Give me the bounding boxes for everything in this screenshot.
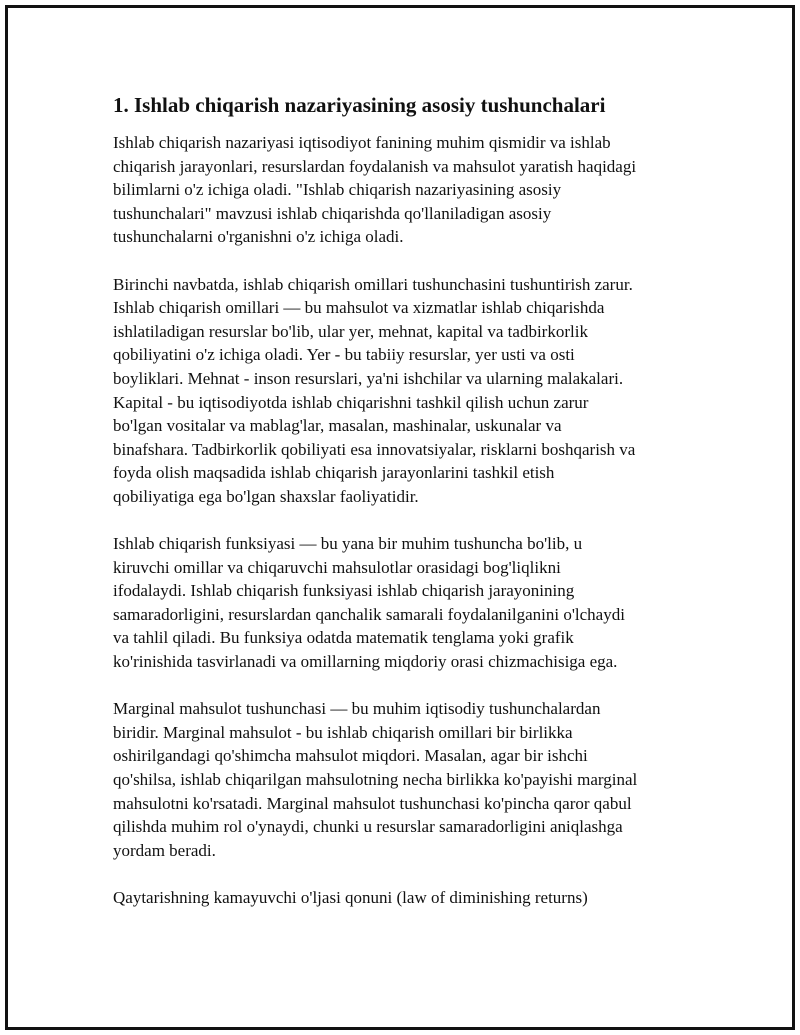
paragraph-factors	[113, 273, 693, 509]
text-line: biridir. Marginal mahsulot - bu ishlab chiqarish omillari bir birlikka	[113, 722, 573, 742]
text-line: oshirilgandagi qo'shimcha mahsulot miqdori. Masalan, agar bir ishchi	[113, 746, 588, 766]
paragraph-diminishing-returns	[113, 886, 693, 910]
paragraph-intro	[113, 131, 693, 249]
text-line: va tahlil qiladi. Bu funksiya odatda matematik tenglama yoki grafik	[113, 628, 574, 648]
text-line: qobiliyatini o'z ichiga oladi. Yer - bu tabiiy resurslar, yer usti va osti	[113, 345, 575, 365]
text-line: tushunchalari" mavzusi ishlab chiqarishda qo'llaniladigan asosiy	[113, 203, 552, 223]
text-line: Kapital - bu iqtisodiyotda ishlab chiqarishni tashkil qilish uchun zarur	[113, 392, 589, 412]
text-line: boyliklari. Mehnat - inson resurslari, ya'ni ishchilar va ularning malakalari.	[113, 368, 624, 388]
text-line: qobiliyatiga ega bo'lgan shaxslar faoliyatidir.	[113, 486, 419, 506]
section-heading: 1. Ishlab chiqarish nazariyasining asosiy tushunchalari	[113, 93, 606, 117]
text-line: Ishlab chiqarish omillari — bu mahsulot va xizmatlar ishlab chiqarishda	[113, 298, 605, 318]
text-line: bilimlarni o'z ichiga oladi. "Ishlab chiqarish nazariyasining asosiy	[113, 180, 562, 200]
text-line: binafshara. Tadbirkorlik qobiliyati esa innovatsiyalar, risklarni boshqarish va	[113, 439, 636, 459]
text-line: Ishlab chiqarish nazariyasi iqtisodiyot fanining muhim qismidir va ishlab	[113, 133, 611, 152]
text-line: tushunchalarni o'rganishni o'z ichiga oladi.	[113, 227, 404, 247]
text-line: ko'rinishida tasvirlanadi va omillarning miqdoriy orasi chizmachisiga ega.	[113, 652, 618, 672]
text-line: qo'shilsa, ishlab chiqarilgan mahsulotning necha birlikka ko'payishi marginal	[113, 770, 638, 790]
text-line: qilishda muhim rol o'ynaydi, chunki u resurslar samaradorligini aniqlashga	[113, 817, 623, 837]
text-line: Qaytarishning kamayuvchi o'ljasi qonuni (law of diminishing returns)	[113, 888, 588, 907]
document-body	[113, 92, 693, 933]
text-line: ishlatiladigan resurslar bo'lib, ular yer, mehnat, kapital va tadbirkorlik	[113, 321, 588, 341]
paragraph-production-function	[113, 532, 693, 674]
text-line: yordam beradi.	[113, 840, 216, 860]
text-line: mahsulotni ko'rsatadi. Marginal mahsulot tushunchasi ko'pincha qaror qabul	[113, 793, 632, 813]
text-line: samaradorligini, resurslardan qanchalik samarali foydalanilganini o'lchaydi	[113, 604, 625, 624]
text-line: ifodalaydi. Ishlab chiqarish funksiyasi ishlab chiqarish jarayonining	[113, 581, 575, 601]
text-line: chiqarish jarayonlari, resurslardan foydalanish va mahsulot yaratish haqidagi	[113, 156, 637, 176]
text-line: bo'lgan vositalar va mablag'lar, masalan, mashinalar, uskunalar va	[113, 416, 562, 436]
text-line: Birinchi navbatda, ishlab chiqarish omillari tushunchasini tushuntirish zarur.	[113, 274, 633, 294]
text-line: kiruvchi omillar va chiqaruvchi mahsulotlar orasidagi bog'liqlikni	[113, 557, 561, 577]
text-line: Marginal mahsulot tushunchasi — bu muhim iqtisodiy tushunchalardan	[113, 699, 601, 719]
text-line: foyda olish maqsadida ishlab chiqarish jarayonlarini tashkil etish	[113, 463, 555, 483]
paragraph-marginal-product	[113, 697, 693, 862]
text-line: Ishlab chiqarish funksiyasi — bu yana bir muhim tushuncha bo'lib, u	[113, 534, 583, 554]
